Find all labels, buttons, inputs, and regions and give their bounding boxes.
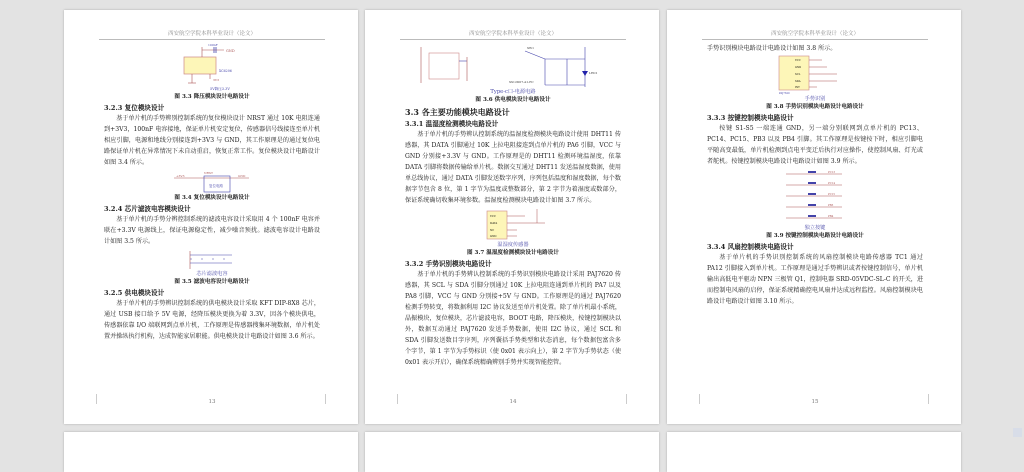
reset-circuit-svg (174, 170, 254, 194)
pin-label: INT (795, 86, 800, 89)
figure-sublabel: 温湿度传感器 (497, 242, 529, 248)
net-label: +3V3 (176, 174, 185, 178)
page-15 (667, 10, 961, 424)
keys-circuit-figure (707, 169, 923, 225)
filter-cap-svg (184, 249, 244, 271)
page-header: 西安航空学院本科毕业设计（论文） (468, 31, 557, 37)
section-heading: 3.3.1 温湿度检测模块电路设计 (405, 120, 499, 128)
pin-label: VCC (795, 59, 801, 62)
section-heading: 3.3 各主要功能模块电路设计 (405, 107, 510, 117)
gnd-net-label: GND (226, 49, 235, 53)
header-rule (400, 39, 626, 40)
figure-sublabel: 手势识别 (804, 96, 826, 102)
figure-caption: 图 3.9 按键控制模块电路设计电路设计 (766, 233, 864, 239)
figure-caption: 图 3.8 手势识别模块电路设计电路设计 (766, 104, 864, 110)
dht11-circuit-svg (465, 208, 555, 242)
section-heading: 3.3.2 手势识别模块电路设计 (405, 260, 492, 268)
figure-caption: 图 3.6 供电模块设计电路设计 (475, 97, 551, 103)
net-label: PC13 (828, 171, 836, 174)
corner-mark (397, 394, 398, 404)
pin-label: SCL (795, 73, 801, 76)
page-number: 13 (208, 399, 216, 405)
figure-caption: 图 3.4 复位模块设计电路设计 (174, 195, 250, 201)
paragraph: 按键 S1-S5 一端连通 GND，另一端分别联网到点单片机的 PC13、PC14、PC15、PB3 以及 PB4 引脚。其工作原理是按键按下时，相应引脚电平随高变最低，单片机检测到点电平变迁后执行对应操作，使控制风扇、灯光或者舵机。按键控制模块电路设计电路设计如图 3.9 所示。 (707, 125, 923, 165)
section-heading: 3.3.3 按键控制模块电路设计 (707, 114, 794, 122)
reset-circuit-figure (104, 170, 320, 194)
filter-cap-figure (104, 249, 320, 271)
section-heading: 3.2.5 供电模块设计 (104, 289, 165, 297)
net-label: PB3 (828, 204, 834, 207)
figure-sublabel: Type-c口-电源电路 (490, 89, 536, 95)
header-rule (99, 39, 325, 40)
pin-label: GND (795, 66, 802, 69)
net-label: PC14 (828, 182, 836, 185)
power-circuit-svg (405, 43, 621, 89)
pin-label: VCC (490, 215, 496, 218)
net-label: GND (238, 174, 246, 178)
buck-circuit-svg (164, 43, 274, 93)
figure-caption: 图 3.7 温湿度检测模块设计电路设计 (467, 250, 559, 256)
figure-sublabel: 独立按键 (804, 225, 826, 231)
pin-label: NC (490, 229, 495, 232)
scroll-indicator[interactable] (1013, 428, 1022, 437)
part-label: LED1 (589, 71, 598, 75)
header-rule (702, 39, 928, 40)
dht11-circuit-figure (405, 208, 621, 242)
page-13 (64, 10, 358, 424)
pin-label: SDA (795, 80, 801, 83)
paragraph: 基于单片机的手势辨别控制系统的复位模块设计 NRST 通过 10K 电阻连通到+3V3，100nF 电容接地，保证单片机安定复位，传感器信号线接连至单片机相应引脚，电源和地线分别接连到+3V3 与 GND，其工作原理是的通过复位电路保证单片机在异常情况下未自动重启，恢复正常工作。复位模块设计电路设计如图 3.4 所示。 (104, 115, 320, 166)
page-number: 15 (811, 399, 819, 405)
corner-mark (325, 394, 326, 404)
chip-label: PAJ7620 (779, 92, 790, 95)
section-heading: 3.2.3 复位模块设计 (104, 104, 165, 112)
section-heading: 3.2.4 芯片滤波电容模块设计 (104, 205, 191, 213)
pin-label: GND (490, 235, 497, 238)
paj7620-circuit-figure (707, 54, 923, 96)
paragraph: 基于单片机的手势辨识控制系统的供电模块设计采取 KFT DIP-8X8 芯片，通过 USB 接口给予 5V 电源，经降压模块更换为着 3.3V，因各个模块供电，传感器依靠 I/O 端联网到点单片机，工作原理是传感器搜集环境数据，单片机处置并操纵执行机构，达成智能家居职能。供电模块设计电路设计如图 3.6 所示。 (104, 300, 320, 340)
paragraph: 基于单片机的手势分辨控制系统的滤波电容设计采取用 4 个 100nF 电容并联在+3.3V 电源线上，保证电源稳定性，减少噪音预扰。滤波电容设计电路设计如图 3.5 所示。 (104, 216, 320, 245)
cap-label: 100nF (208, 43, 218, 47)
net-3v3-label: 3V3 (213, 78, 219, 82)
paragraph: 基于单片机的手势识别控制系统的风扇控制模块电路传感器 TC1 通过 PA12 引脚接入到单片机。工作原理是通过手势辨识或者按键控制信号，单片机输出高低电平驱动 NPN 三极管 Q1，控制电器 SRD-05VDC-SL-C 的开关，进而控制电风扇的启停，保证系统精确控电风扇并达成远程监控。风扇控制模块电路设计电路设计如图 3.10 所示。 (707, 254, 923, 305)
corner-mark (699, 394, 700, 404)
part-label: SS12D07-A1-EC (509, 80, 534, 84)
page-17 (365, 432, 659, 472)
figure-sublabel: 芯片滤波电容 (196, 271, 228, 277)
page-number: 14 (509, 399, 517, 405)
page-14 (365, 10, 659, 424)
figure-caption: 图 3.5 滤波电容设计电路设计 (174, 279, 250, 285)
power-circuit-figure (405, 43, 621, 89)
paragraph: 手势识别模块电路设计电路设计如图 3.8 所示。 (707, 45, 837, 52)
chip-label: XC6206 (219, 69, 232, 73)
figure-caption: 图 3.3 降压模块设计电路设计 (174, 94, 250, 100)
paragraph: 基于单片机的手势辨认控制系统的温湿度检测模块电路设计使用 DHT11 传感器，其 DATA 引脚通过 10K 上拉电阻接连到点单片机的 PA6 引脚，VCC 与 GND 分别接+3.3V 与 GND。工作原理是的 DHT11 检测环境温湿度，依靠 DATA 引脚将数据传输给单片机。数据交互通过 DHT11 发送温湿度数据，使用单总线协议，通过 DATA 引脚发送数字序列，序列包括温度和湿度数据，每个数据字节包含 8 位，第 1 字节为温度或整数部分，第 2 字节为着湿度或数部分，保证系统确切收集环境参数。温湿度检测模块电路设计如图 3.7 所示。 (405, 131, 621, 204)
net-label: NRST (204, 171, 213, 175)
pin-label: DATA (490, 222, 498, 225)
box-label: 复位电路 (209, 184, 223, 188)
corner-mark (928, 394, 929, 404)
note-label: 5V降压3.3V (210, 87, 230, 91)
net-label: PC15 (828, 193, 836, 196)
corner-mark (626, 394, 627, 404)
page-18 (667, 432, 961, 472)
page-header: 西安航空学院本科毕业设计（论文） (167, 31, 256, 37)
part-label: SW1 (527, 46, 535, 50)
paj7620-circuit-svg (767, 54, 857, 96)
section-heading: 3.3.4 风扇控制模块电路设计 (707, 243, 794, 251)
buck-circuit-figure (104, 43, 320, 93)
net-label: PB4 (828, 215, 834, 218)
page-header: 西安航空学院本科毕业设计（论文） (770, 31, 859, 37)
corner-mark (96, 394, 97, 404)
page-16 (64, 432, 358, 472)
keys-circuit-svg (782, 169, 852, 225)
paragraph: 基于单片机的手势辨认控制系统的手势识别模块电路设计采用 PAJ7620 传感器，其 SCL 与 SDA 引脚分别通过 10K 上拉电阻连通到单片机的 PA7 以及 PA8 引脚，VCC 与 GND 分别接+5V 与 GND。工作原理是的通过 PAJ7620 检测手势转变，将数据利用 I2C 协议发送至单片机处置。除了单片机最小系统，晶振模块，复位模块，芯片滤波电容，BOOT 电路，降压模块，按键控制模块以外，数据互动通过 PAJ7620 发送手势数据，使用 I2C 协议，通过 SCL 和 SDA 引脚发送数目字序列，序列囊括手势类型和状态消息，每个数据包富含多个字节，第 1 字节为手势标识（使 0x01 表示向上），第 2 字节为手势状态（使 0x01 表示开启），确保系统精确辨别手势并实现智能控管。 (405, 271, 621, 366)
